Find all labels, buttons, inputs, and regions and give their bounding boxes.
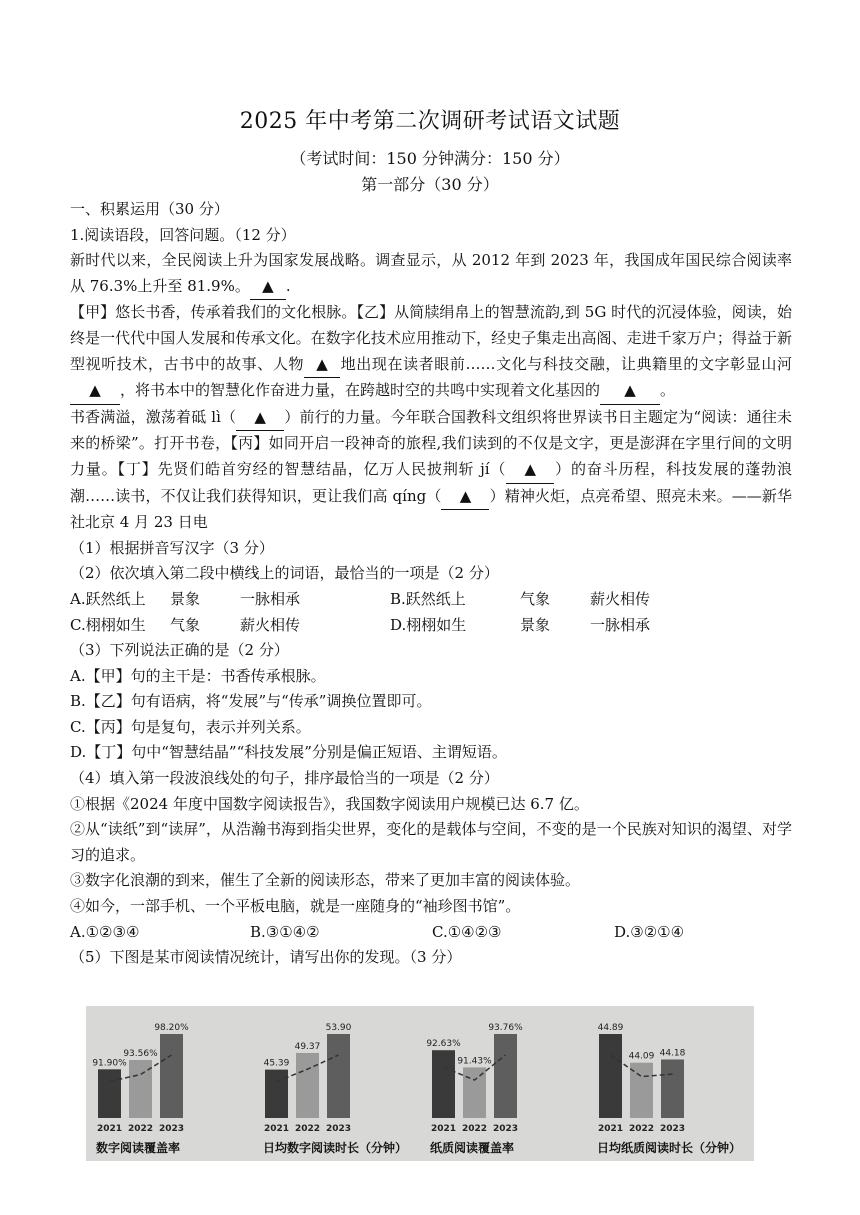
option-c[interactable]: C.①④②③ bbox=[432, 922, 502, 941]
x-tick-label: 2021 bbox=[263, 1124, 290, 1134]
data-label: 49.37 bbox=[294, 1041, 321, 1052]
chart-bar bbox=[265, 1070, 288, 1118]
option-d[interactable]: D.栩栩如生 bbox=[390, 615, 467, 634]
option-b[interactable]: B.③①④② bbox=[250, 922, 320, 941]
chart-title: 数字阅读覆盖率 bbox=[96, 1141, 181, 1155]
page-title: 2025 年中考第二次调研考试语文试题 bbox=[239, 109, 621, 134]
chart-bar bbox=[432, 1050, 455, 1118]
answer-blank[interactable]: ▲ bbox=[250, 274, 286, 301]
data-label: 93.56% bbox=[123, 1049, 158, 1060]
sub-question-1: （1）根据拼音写汉字（3 分） bbox=[70, 538, 274, 557]
data-label: 45.39 bbox=[263, 1058, 290, 1069]
option-d[interactable]: D.【丁】句中“智慧结晶”“科技发展”分别是偏正短语、主谓短语。 bbox=[70, 743, 507, 762]
option-row: C.栩栩如生 气象 薪火相传 D.栩栩如生 景象 一脉相承 bbox=[70, 613, 792, 639]
sentence-4: ④如今，一部手机、一个平板电脑，就是一座随身的“袖珍图书馆”。 bbox=[70, 897, 521, 916]
option-b[interactable]: B.【乙】句有语病，将“发展”与“传承”调换位置即可。 bbox=[70, 692, 432, 711]
exam-info: （考试时间：150 分钟满分：150 分） bbox=[290, 149, 570, 168]
chart-bar bbox=[494, 1034, 517, 1118]
x-tick-label: 2022 bbox=[461, 1124, 488, 1134]
sub-question-3: （3）下列说法正确的是（2 分） bbox=[70, 641, 289, 660]
x-tick-label: 2023 bbox=[492, 1124, 519, 1134]
option-a[interactable]: A.【甲】句的主干是：书香传承根脉。 bbox=[70, 666, 326, 685]
chart-bar bbox=[98, 1069, 121, 1118]
chart-bar bbox=[661, 1059, 684, 1118]
passage-paragraph-2: 【甲】悠长书香，传承着我们的文化根脉。【乙】从简牍绢帛上的智慧流韵,到 5G 时代的沉浸体验，阅读，始终是一代代中国人发展和传承文化。在数字化技术应用推动下，经史子集走出高阁、走进千家万户；得益于新型视听技术，古书中的故事、人物 ▲ 地出现在读者眼前……文化与科技交融，让典籍里的文字彰显山河▲ ，将书本中的智慧化作奋进力量，在跨越时空的共鸣中实现着文化基因的 ▲ 。 bbox=[70, 300, 792, 404]
sentence-3: ③数字化浪潮的到来，催生了全新的阅读形态，带来了更加丰富的阅读体验。 bbox=[70, 871, 581, 890]
data-label: 53.90 bbox=[325, 1023, 352, 1033]
data-label: 44.09 bbox=[628, 1051, 655, 1062]
x-tick-label: 2023 bbox=[659, 1124, 686, 1134]
answer-blank[interactable]: ▲ bbox=[236, 405, 284, 432]
data-label: 98.20% bbox=[154, 1023, 189, 1033]
option-row bbox=[70, 920, 792, 946]
data-label: 92.63% bbox=[426, 1039, 461, 1050]
passage-paragraph-3: 书香满溢，激荡着砥 lì（ ▲ ）前行的力量。今年联合国教科文组织将世界读书日主题定为“阅读：通往未来的桥梁”。打开书卷，【丙】如同开启一段神奇的旅程,我们读到的不仅是文字，更是澎湃在字里行间的文明力量。【丁】先贤们皓首穷经的智慧结晶，亿万人民披荆斩 jí（ ▲ ）的奋斗历程，科技发展的蓬勃浪潮……读书，不仅让我们获得知识，更让我们高 qíng（ ▲ ）精神火炬，点亮希望、照亮未来。——新华社北京 4 月 23 日电 bbox=[70, 405, 792, 536]
x-tick-label: 2023 bbox=[158, 1124, 185, 1134]
option-a[interactable]: A.①②③④ bbox=[70, 922, 140, 941]
statistics-charts bbox=[86, 1006, 754, 1161]
data-label: 93.76% bbox=[488, 1023, 523, 1033]
chart-bar bbox=[599, 1034, 622, 1118]
section-heading: 一、积累运用（30 分） bbox=[70, 200, 229, 218]
data-label: 44.18 bbox=[659, 1048, 686, 1059]
answer-blank[interactable]: ▲ bbox=[506, 457, 554, 484]
sub-question-4: （4）填入第一段波浪线处的句子，排序最恰当的一项是（2 分） bbox=[70, 769, 499, 788]
question-body bbox=[70, 197, 792, 971]
x-tick-label: 2022 bbox=[294, 1124, 321, 1134]
chart-bar bbox=[160, 1034, 183, 1118]
option-c[interactable]: C.【丙】句是复句，表示并列关系。 bbox=[70, 717, 311, 736]
chart-bar bbox=[327, 1034, 350, 1118]
chart-title: 日均纸质阅读时长（分钟） bbox=[597, 1141, 742, 1155]
x-tick-label: 2021 bbox=[430, 1124, 457, 1134]
option-d[interactable]: D.③②①④ bbox=[614, 922, 685, 941]
chart-title: 日均数字阅读时长（分钟） bbox=[263, 1141, 408, 1155]
data-label: 91.43% bbox=[457, 1056, 492, 1067]
answer-blank[interactable]: ▲ bbox=[441, 484, 489, 511]
option-c[interactable]: C.栩栩如生 bbox=[70, 615, 146, 634]
part-heading: 第一部分（30 分） bbox=[361, 175, 499, 194]
answer-blank[interactable]: ▲ bbox=[600, 378, 660, 405]
x-tick-label: 2021 bbox=[597, 1124, 624, 1134]
x-tick-label: 2023 bbox=[325, 1124, 352, 1134]
question-prompt: 1.阅读语段，回答问题。（12 分） bbox=[70, 225, 296, 244]
x-tick-label: 2021 bbox=[96, 1124, 123, 1134]
sentence-1: ①根据《2024 年度中国数字阅读报告》，我国数字阅读用户规模已达 6.7 亿。 bbox=[70, 794, 589, 813]
chart-bar bbox=[463, 1067, 486, 1118]
reading-statistics-figure bbox=[86, 1006, 754, 1161]
data-label: 44.89 bbox=[597, 1023, 624, 1033]
answer-blank[interactable]: ▲ bbox=[70, 378, 120, 405]
data-label: 91.90% bbox=[92, 1058, 127, 1069]
option-a[interactable]: A.跃然纸上 bbox=[70, 589, 146, 608]
chart-title: 纸质阅读覆盖率 bbox=[430, 1141, 515, 1155]
option-b[interactable]: B.跃然纸上 bbox=[390, 589, 466, 608]
sub-question-5: （5）下图是某市阅读情况统计，请写出你的发现。（3 分） bbox=[70, 948, 462, 967]
x-tick-label: 2022 bbox=[127, 1124, 154, 1134]
chart-bar bbox=[296, 1053, 319, 1118]
answer-blank[interactable]: ▲ bbox=[304, 352, 340, 379]
option-row: A.跃然纸上 景象 一脉相承 B.跃然纸上 气象 薪火相传 bbox=[70, 587, 792, 613]
x-tick-label: 2022 bbox=[628, 1124, 655, 1134]
sentence-2: ②从“读纸”到“读屏”，从浩瀚书海到指尖世界，变化的是载体与空间，不变的是一个民族对知识的渴望、对学习的追求。 bbox=[70, 820, 792, 864]
sub-question-2: （2）依次填入第二段中横线上的词语，最恰当的一项是（2 分） bbox=[70, 564, 499, 583]
passage-paragraph-1: 新时代以来，全民阅读上升为国家发展战略。调查显示，从 2012 年到 2023 年，我国成年国民综合阅读率从 76.3%上升至 81.9%。 ▲ . bbox=[70, 248, 792, 300]
